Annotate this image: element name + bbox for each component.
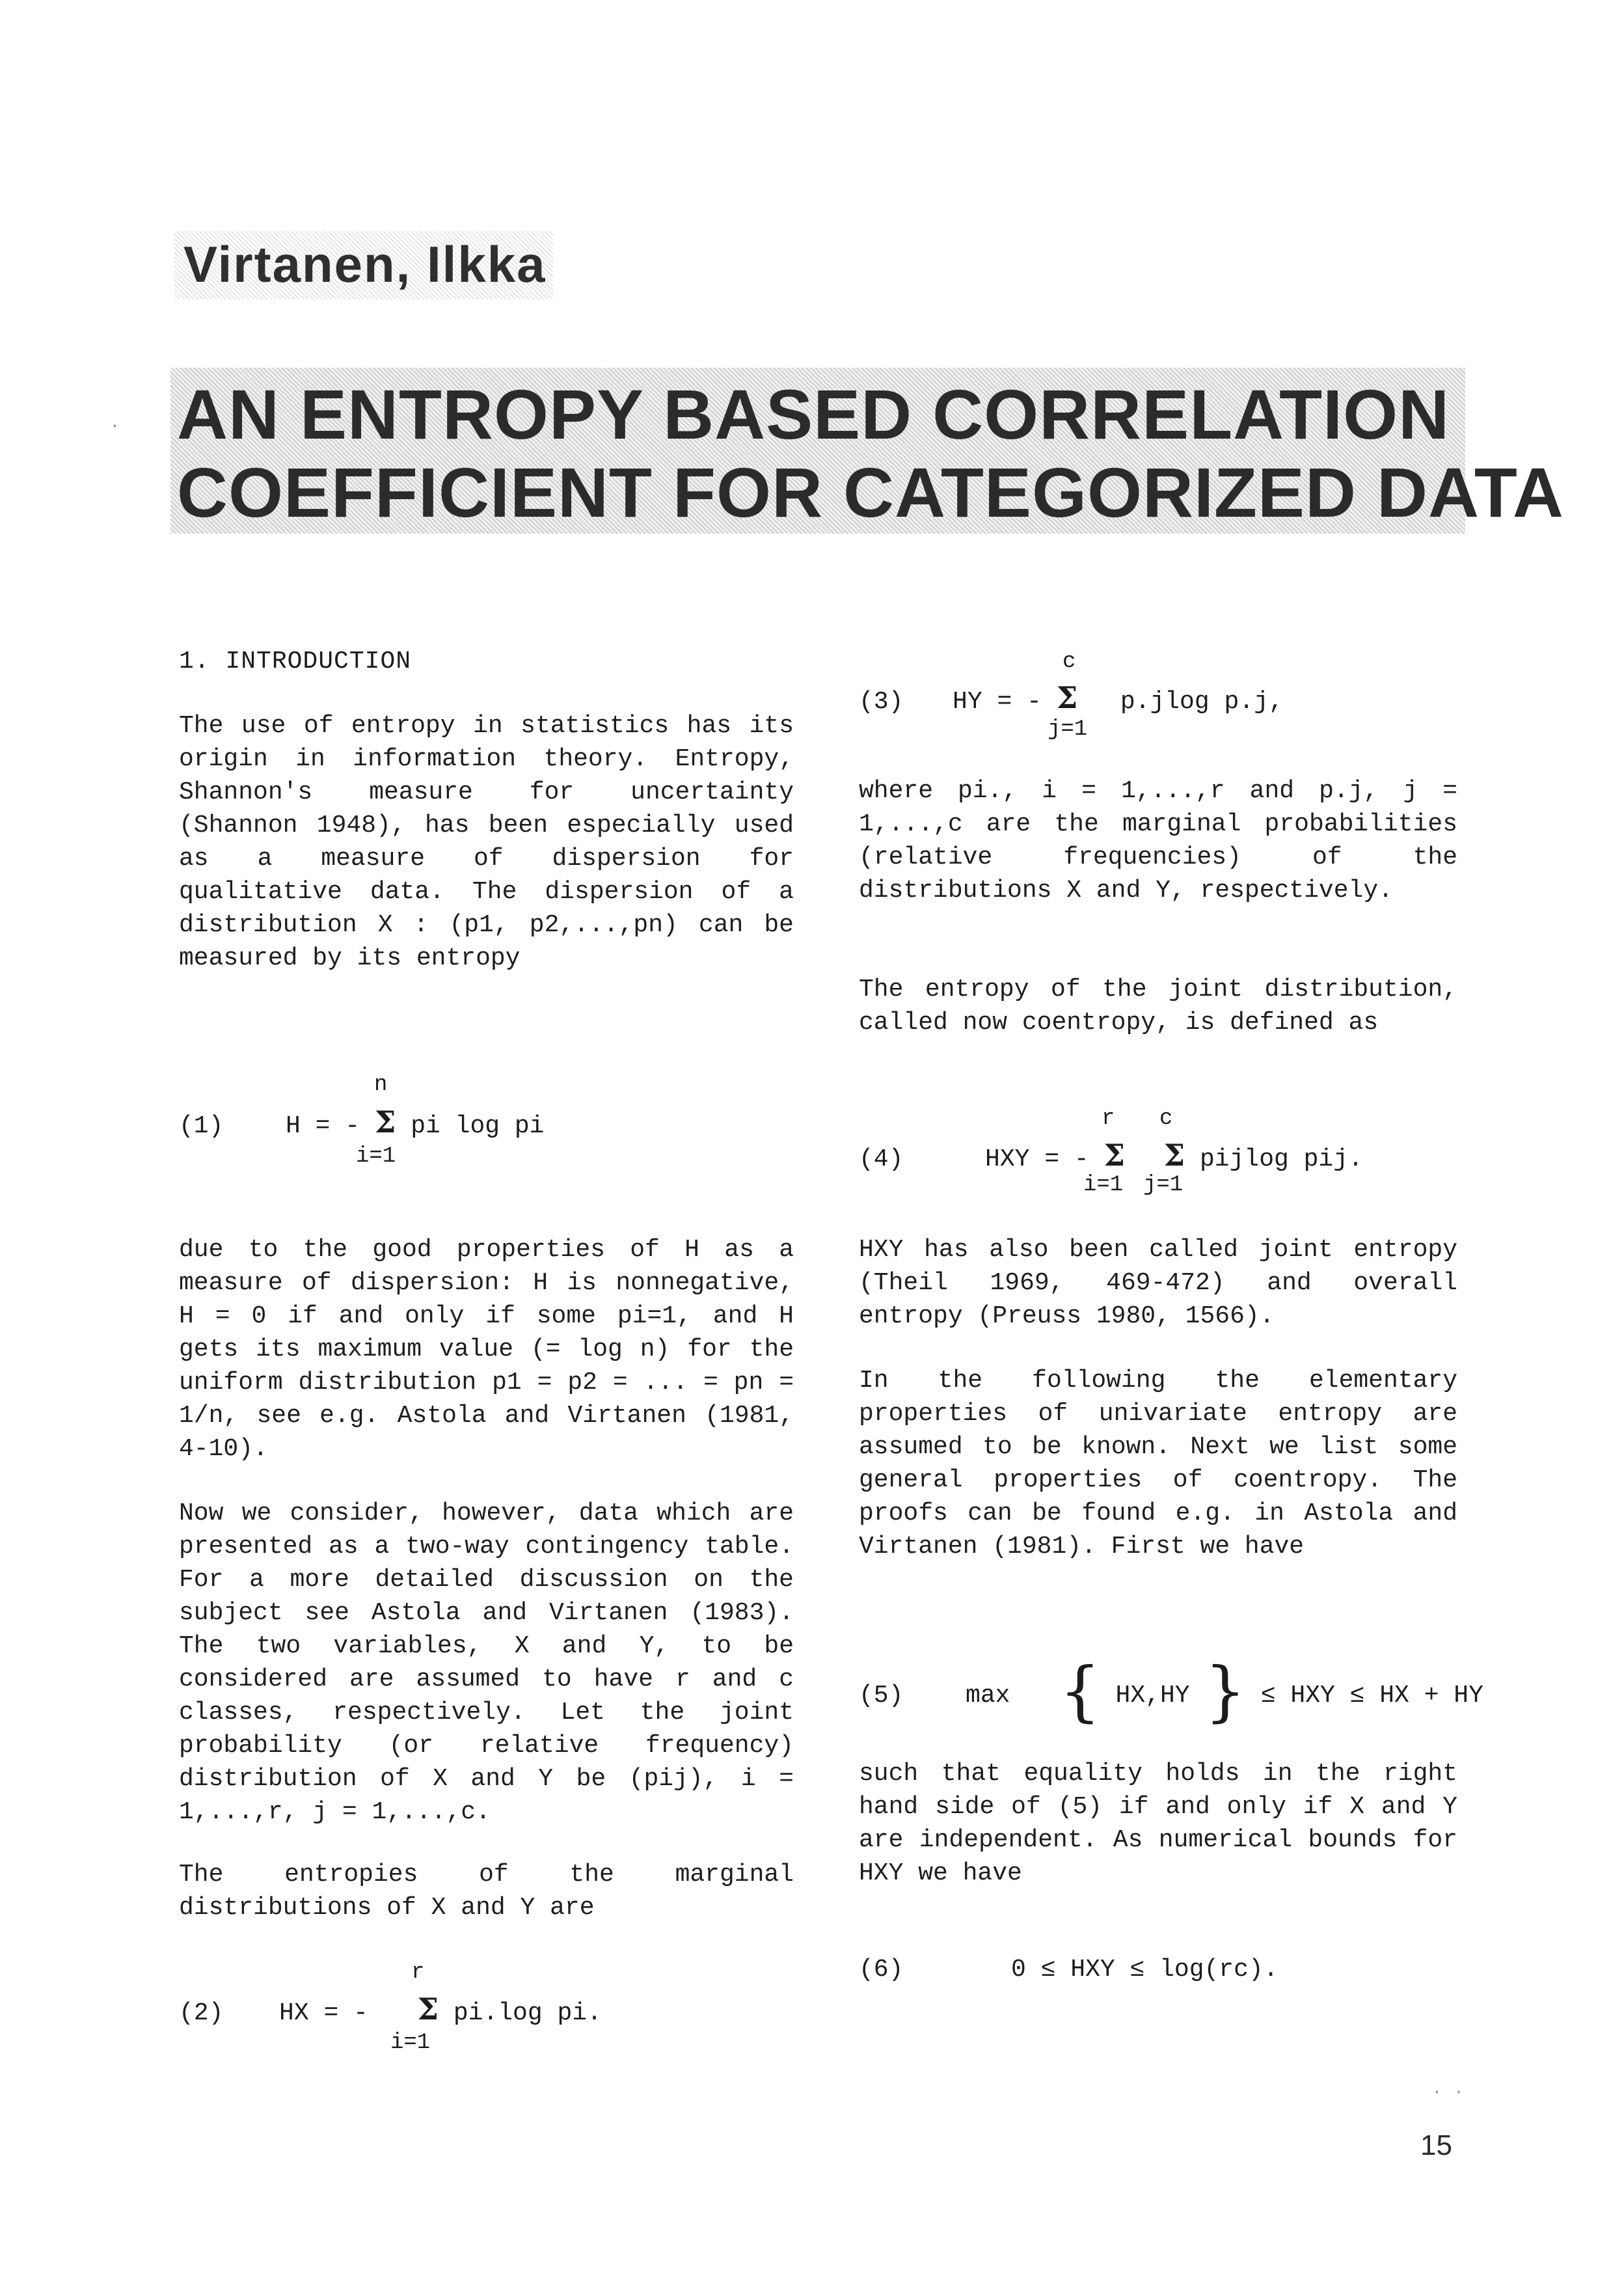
equation-1 (179, 1104, 544, 1140)
equation-number: (4) (859, 1145, 904, 1173)
equation-lhs: HY = - (953, 688, 1042, 716)
equation-body: p.jlog p.j, (1120, 688, 1284, 716)
equation-body: pi.log pi. (453, 1999, 602, 2027)
scan-mark: · · (1431, 2083, 1465, 2103)
equation-4-upper-limit-i: r (1102, 1106, 1115, 1131)
equation-4-upper-limit-j: c (1159, 1106, 1173, 1131)
equation-body: pijlog pij. (1200, 1145, 1363, 1173)
right-paragraph-4 (859, 1364, 1457, 1563)
equation-lhs: H = - (286, 1112, 360, 1140)
equation-1-upper-limit: n (374, 1073, 388, 1097)
sum-symbol: Σ (417, 1991, 439, 2027)
equation-lhs: max (966, 1682, 1010, 1710)
page-number: 15 (1420, 2129, 1452, 2161)
paragraph-text: HXY has also been called joint entropy (Theil 1969, 469-472) and overall entropy (Preuss 1980, 1566). (859, 1236, 1457, 1330)
sum-symbol-i: Σ (1103, 1138, 1126, 1173)
equation-3-upper-limit: c (1062, 649, 1076, 674)
right-paragraph-1 (859, 774, 1457, 907)
right-paragraph-5 (859, 1757, 1457, 1890)
left-paragraph-3 (179, 1497, 794, 1829)
paragraph-text: The use of entropy in statistics has its origin in information theory. Entropy, Shannon's measure for uncertainty (Shannon 1948), has been especially used as a measure of dispersion for qualitative data. The dispersion of a distribution X : (p1, p2,...,pn) can be measured by its entropy (179, 712, 794, 972)
paragraph-text: Now we consider, however, data which are presented as a two-way contingency table. For a more detailed discussion on the subject see Astola and Virtanen (1983). The two variables, X and Y, to be considered are assumed to have r and c classes, respectively. Let the joint probability (or relative frequency) distribution of X and Y be (pij), i = 1,...,r, j = 1,...,c. (179, 1499, 794, 1826)
equation-number: (3) (859, 688, 904, 716)
left-paragraph-4 (179, 1858, 794, 1924)
equation-5 (859, 1653, 1483, 1729)
paragraph-text: The entropies of the marginal distributions of X and Y are (179, 1861, 794, 1922)
equation-number: (2) (179, 1999, 224, 2027)
sum-symbol-j: Σ (1163, 1138, 1185, 1173)
title-line-1: AN ENTROPY BASED CORRELATION (177, 375, 1450, 454)
equation-1-lower-limit: i=1 (356, 1144, 396, 1169)
equation-4-lower-limit-j: j=1 (1143, 1173, 1184, 1197)
equation-6 (859, 1956, 1279, 1984)
sum-symbol: Σ (1056, 680, 1078, 715)
equation-2 (179, 1991, 602, 2027)
paragraph-text: such that equality holds in the right hand side of (5) if and only if X and Y are independent. As numerical bounds for HXY we have (859, 1760, 1457, 1887)
equation-3-lower-limit: j=1 (1048, 717, 1088, 742)
equation-4-lower-limit-i: i=1 (1083, 1173, 1124, 1197)
equation-body: pi log pi (411, 1112, 545, 1140)
left-brace: { (1059, 1653, 1101, 1729)
equation-body: HX,HY (1115, 1682, 1190, 1710)
paragraph-text: where pi., i = 1,...,r and p.j, j = 1,...,c are the marginal probabilities (relative frequencies) of the distributions X and Y, respectively. (859, 777, 1457, 905)
sum-symbol: Σ (374, 1104, 396, 1140)
left-paragraph-2 (179, 1233, 794, 1466)
scan-mark: · (109, 417, 120, 437)
right-paragraph-2 (859, 973, 1457, 1039)
right-brace: } (1204, 1653, 1246, 1729)
equation-number: (5) (859, 1682, 904, 1710)
equation-lhs: HX = - (279, 1999, 368, 2027)
author-name: Virtanen, Ilkka (174, 231, 553, 299)
equation-3 (859, 680, 1284, 716)
title-line-2: COEFFICIENT FOR CATEGORIZED DATA (177, 453, 1564, 532)
equation-2-upper-limit: r (411, 1960, 425, 1985)
equation-2-lower-limit: i=1 (390, 2030, 431, 2055)
equation-number: (1) (179, 1112, 224, 1140)
equation-number: (6) (859, 1956, 904, 1984)
equation-rhs: ≤ HXY ≤ HX + HY (1260, 1682, 1483, 1710)
equation-4 (859, 1138, 1363, 1173)
equation-body: 0 ≤ HXY ≤ log(rc). (1011, 1956, 1279, 1984)
right-paragraph-3 (859, 1233, 1457, 1333)
paragraph-text: In the following the elementary properties of univariate entropy are assumed to be known. Next we list some general properties of coentropy. The proofs can be found e.g. in Astola and Virtanen (1981). First we have (859, 1367, 1457, 1561)
left-paragraph-1 (179, 709, 794, 975)
title-banner (170, 368, 1564, 534)
paragraph-text: due to the good properties of H as a measure of dispersion: H is nonnegative, H = 0 if and only if some pi=1, and H gets its maximum value (= log n) for the uniform distribution p1 = p2 = ... = pn = 1/n, see e.g. Astola and Virtanen (1981, 4-10). (179, 1236, 794, 1463)
equation-lhs: HXY = - (985, 1145, 1089, 1173)
section-heading: 1. INTRODUCTION (179, 648, 412, 676)
paragraph-text: The entropy of the joint distribution, called now coentropy, is defined as (859, 976, 1457, 1037)
